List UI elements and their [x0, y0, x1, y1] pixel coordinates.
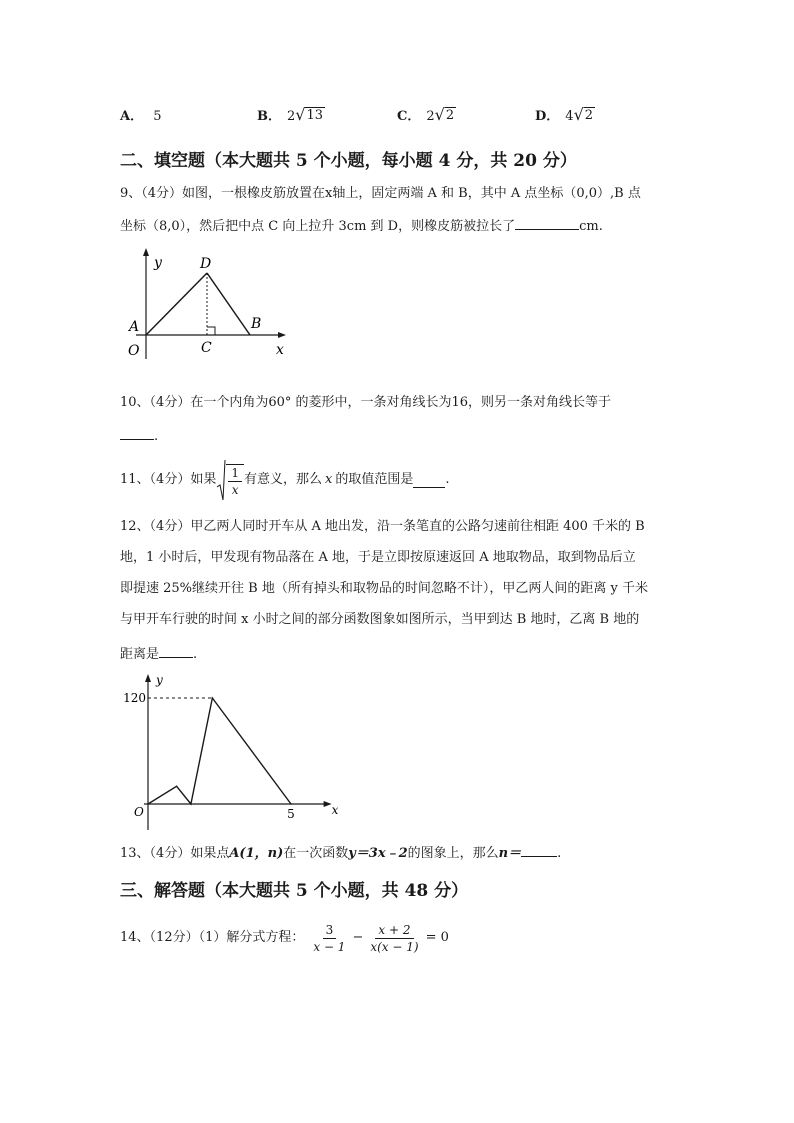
fraction-2: $\frac{x + 2}{x(x - 1)}$	[370, 922, 419, 954]
y-axis-arrow	[143, 248, 149, 256]
q12-line3: 即提速 25%继续开往 B 地（所有掉头和取物品的时间忽略不计），甲乙两人间的距离 y 千米	[120, 581, 648, 596]
chart-x-axis-arrow	[324, 801, 332, 807]
answer-blank	[515, 215, 579, 230]
section3-title: 三、解答题（本大题共 5 个小题，共 48 分）	[120, 881, 469, 901]
q9-figure	[118, 244, 288, 364]
q13-line: 13、（4分）如果点A(1，n)在一次函数y＝3x﹣2的图象上，那么n＝ .	[120, 842, 561, 864]
chart-point	[190, 803, 192, 805]
option-c: C． 2 √ 2	[397, 105, 455, 124]
q14-line: 14、（12分）（1）解分式方程： $\frac{3}{x - 1}$ − $\frac{x + 2}{x(x - 1)}$ = 0	[120, 922, 449, 954]
fraction-1: $\frac{3}{x - 1}$	[313, 922, 346, 954]
chart-point	[147, 803, 149, 805]
q12-line2: 地，1 小时后，甲发现有物品落在 A 地，于是立即按原速返回 A 地取物品，取到物品后立	[120, 550, 636, 565]
x-axis-arrow	[278, 332, 286, 338]
q11-line: 11、（4分）如果 $\frac{1}{x}$ 有意义，那么 x 的取值范围是 .	[120, 458, 449, 502]
answer-blank	[159, 643, 193, 658]
chart-ylabel: y	[156, 673, 163, 687]
fig-label-y: y	[154, 255, 162, 271]
fig-label-o: O	[128, 343, 140, 359]
fig-label-c: C	[201, 340, 212, 356]
q9-line1: 9、（4分）如图，一根橡皮筋放置在x轴上，固定两端 A 和 B，其中 A 点坐标（0,0）,B 点	[120, 186, 641, 201]
chart-origin-label: O	[134, 805, 144, 819]
right-angle-mark	[207, 327, 215, 335]
fig-label-a: A	[129, 319, 140, 335]
option-d: D． 4 √ 2	[535, 105, 594, 124]
q10-line2: .	[120, 425, 158, 447]
fig-label-d: D	[200, 256, 212, 272]
q12-line5: 距离是 .	[120, 643, 197, 665]
q9-line2: 坐标（8,0），然后把中点 C 向上拉升 3cm 到 D，则橡皮筋被拉长了 cm.	[120, 215, 603, 237]
radical-sign-icon	[216, 459, 226, 501]
option-b: B． 2 √ 13	[257, 105, 324, 124]
sqrt-2: √ 2	[434, 105, 455, 124]
segment-db	[207, 273, 250, 335]
chart-y-tick-label: 120	[123, 691, 146, 705]
segment-ad	[146, 273, 207, 335]
q12-chart	[118, 670, 338, 835]
chart-x-tick-label: 5	[287, 807, 295, 821]
answer-blank	[120, 425, 154, 440]
chart-xlabel: x	[331, 803, 338, 817]
option-a: A． 5	[120, 109, 162, 124]
answer-blank	[413, 473, 445, 488]
chart-point	[290, 803, 292, 805]
q12-line4: 与甲开车行驶的时间 x 小时之间的部分函数图象如图所示，当甲到达 B 地时，乙离 B 地的	[120, 612, 640, 627]
chart-series-line	[148, 698, 291, 804]
sqrt-2: √ 2	[573, 105, 594, 124]
section2-title: 二、填空题（本大题共 5 个小题，每小题 4 分，共 20 分）	[120, 151, 577, 171]
chart-point	[176, 786, 178, 788]
chart-y-axis-arrow	[145, 674, 151, 682]
q10-line1: 10、（4分）在一个内角为60° 的菱形中，一条对角线长为16，则另一条对角线长等于	[120, 395, 612, 410]
sqrt-13: √ 13	[295, 105, 324, 124]
q12-line1: 12、（4分）甲乙两人同时开车从 A 地出发，沿一条笔直的公路匀速前往相距 400 千米的 B	[120, 519, 645, 534]
answer-blank	[521, 842, 557, 857]
chart-point	[212, 697, 214, 699]
fig-label-b: B	[251, 316, 262, 332]
sqrt-fraction: $\frac{1}{x}$	[216, 459, 244, 501]
fig-label-x: x	[276, 342, 284, 358]
